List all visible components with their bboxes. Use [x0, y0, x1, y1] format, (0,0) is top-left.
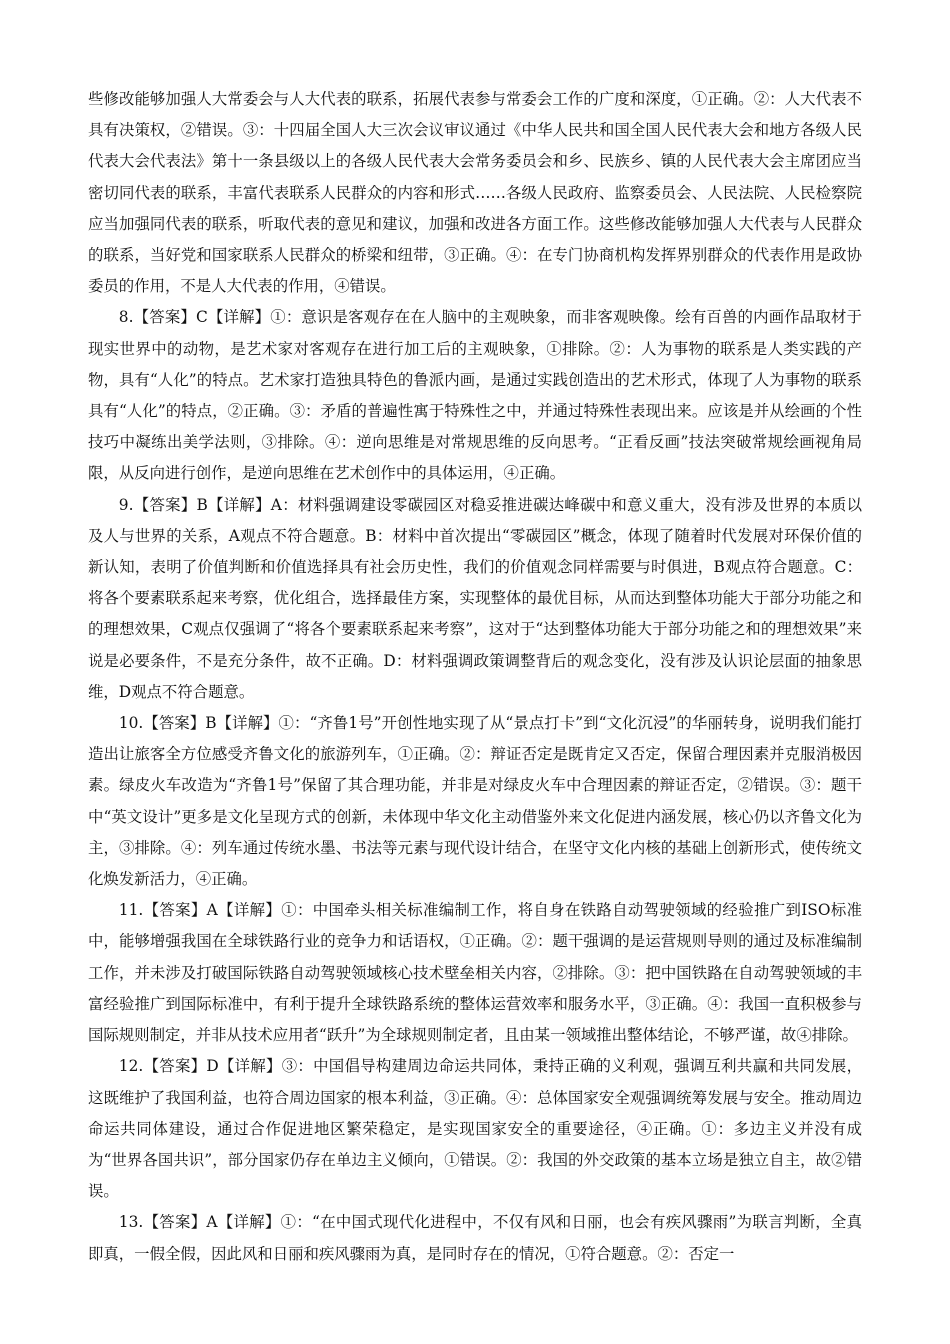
- paragraph-answer-9: 9.【答案】B【详解】A：材料强调建设零碳园区对稳妥推进碳达峰碳中和意义重大，没有涉及世界的本质以及人与世界的关系，A观点不符合题意。B：材料中首次提出“零碳园区”概念，体现了随着时代发展对环保价值的新认知，表明了价值判断和价值选择具有社会历史性，我们的价值观念同样需要与时俱进，B观点符合题意。C： 将各个要素联系起来考察，优化组合，选择最佳方案，实现整体的最优目标，从而达到整体功能大于部分功能之和的理想效果，C观点仅强调了“将各个要素联系起来考察”，这对于“达到整体功能大于部分功能之和的理想效果”来说是必要条件，不是充分条件，故不正确。D：材料强调政策调整背后的观念变化，没有涉及认识论层面的抽象思维，D观点不符合题意。: [88, 495, 862, 701]
- paragraph-answer-12: 12.【答案】D【详解】③：中国倡导构建周边命运共同体，秉持正确的义利观，强调互利共赢和共同发展，这既维护了我国利益，也符合周边国家的根本利益，③正确。④：总体国家安全观强调统筹发展与安全。推动周边命运共同体建设，通过合作促进地区繁荣稳定，是实现国家安全的重要途径，④正确。①：多边主义并没有成为“世界各国共识”，部分国家仍存在单边主义倾向，①错误。②：我国的外交政策的基本立场是独立自主，故②错误。: [88, 1057, 862, 1201]
- paragraph-continuation-7: 些修改能够加强人大常委会与人大代表的联系，拓展代表参与常委会工作的广度和深度，①正确。②：人大代表不具有决策权，②错误。③：十四届全国人大三次会议审议通过《中华人民共和国全国人民代表大会和地方各级人民代表大会代表法》第十一条县级以上的各级人民代表大会常务委员会和乡、民族乡、镇的人民代表大会主席团应当密切同代表的联系，丰富代表联系人民群众的内容和形式……各级人民政府、监察委员会、人民法院、人民检察院应当加强同代表的联系，听取代表的意见和建议，加强和改进各方面工作。这些修改能够加强人大代表与人民群众的联系，当好党和国家联系人民群众的桥梁和纽带，③正确。④：在专门协商机构发挥界别群众的代表作用是政协委员的作用，不是人大代表的作用，④错误。: [88, 90, 862, 296]
- paragraph-answer-13: 13.【答案】A【详解】①：“在中国式现代化进程中，不仅有风和日丽，也会有疾风骤雨”为联言判断，全真即真，一假全假，因此风和日丽和疾风骤雨为真，是同时存在的情况，①符合题意。②：否定一: [88, 1213, 862, 1263]
- document-page: [88, 84, 862, 1270]
- paragraph-answer-11: 11.【答案】A【详解】①：中国牵头相关标准编制工作，将自身在铁路自动驾驶领域的经验推广到ISO标准中，能够增强我国在全球铁路行业的竞争力和话语权，①正确。②：题干强调的是运营规则导则的通过及标准编制工作，并未涉及打破国际铁路自动驾驶领域核心技术壁垒相关内容，②排除。③：把中国铁路在自动驾驶领域的丰富经验推广到国际标准中，有利于提升全球铁路系统的整体运营效率和服务水平，③正确。④：我国一直积极参与国际规则制定，并非从技术应用者“跃升”为全球规则制定者，且由某一领域推出整体结论，不够严谨，故④排除。: [88, 901, 862, 1045]
- paragraph-answer-10: 10.【答案】B【详解】①：“齐鲁1号”开创性地实现了从“景点打卡”到“文化沉浸”的华丽转身，说明我们能打造出让旅客全方位感受齐鲁文化的旅游列车，①正确。②：辩证否定是既肯定又否定，保留合理因素并克服消极因素。绿皮火车改造为“齐鲁1号”保留了其合理功能，并非是对绿皮火车中合理因素的辩证否定，②错误。③：题干中“英文设计”更多是文化呈现方式的创新，未体现中华文化主动借鉴外来文化促进内涵发展，核心仍以齐鲁文化为主，③排除。④：列车通过传统水墨、书法等元素与现代设计结合，在坚守文化内核的基础上创新形式，使传统文化焕发新活力，④正确。: [88, 714, 862, 889]
- paragraph-answer-8: 8.【答案】C【详解】①：意识是客观存在在人脑中的主观映象，而非客观映像。绘有百兽的内画作品取材于现实世界中的动物，是艺术家对客观存在进行加工后的主观映象，①排除。②：人为事物的联系是人类实践的产物，具有“人化”的特点。艺术家打造独具特色的鲁派内画，是通过实践创造出的艺术形式，体现了人为事物的联系具有“人化”的特点，②正确。③：矛盾的普遍性寓于特殊性之中，并通过特殊性表现出来。应该是并从绘画的个性技巧中凝练出美学法则，③排除。④：逆向思维是对常规思维的反向思考。“正看反画”技法突破常规绘画视角局限，从反向进行创作，是逆向思维在艺术创作中的具体运用，④正确。: [88, 308, 862, 483]
